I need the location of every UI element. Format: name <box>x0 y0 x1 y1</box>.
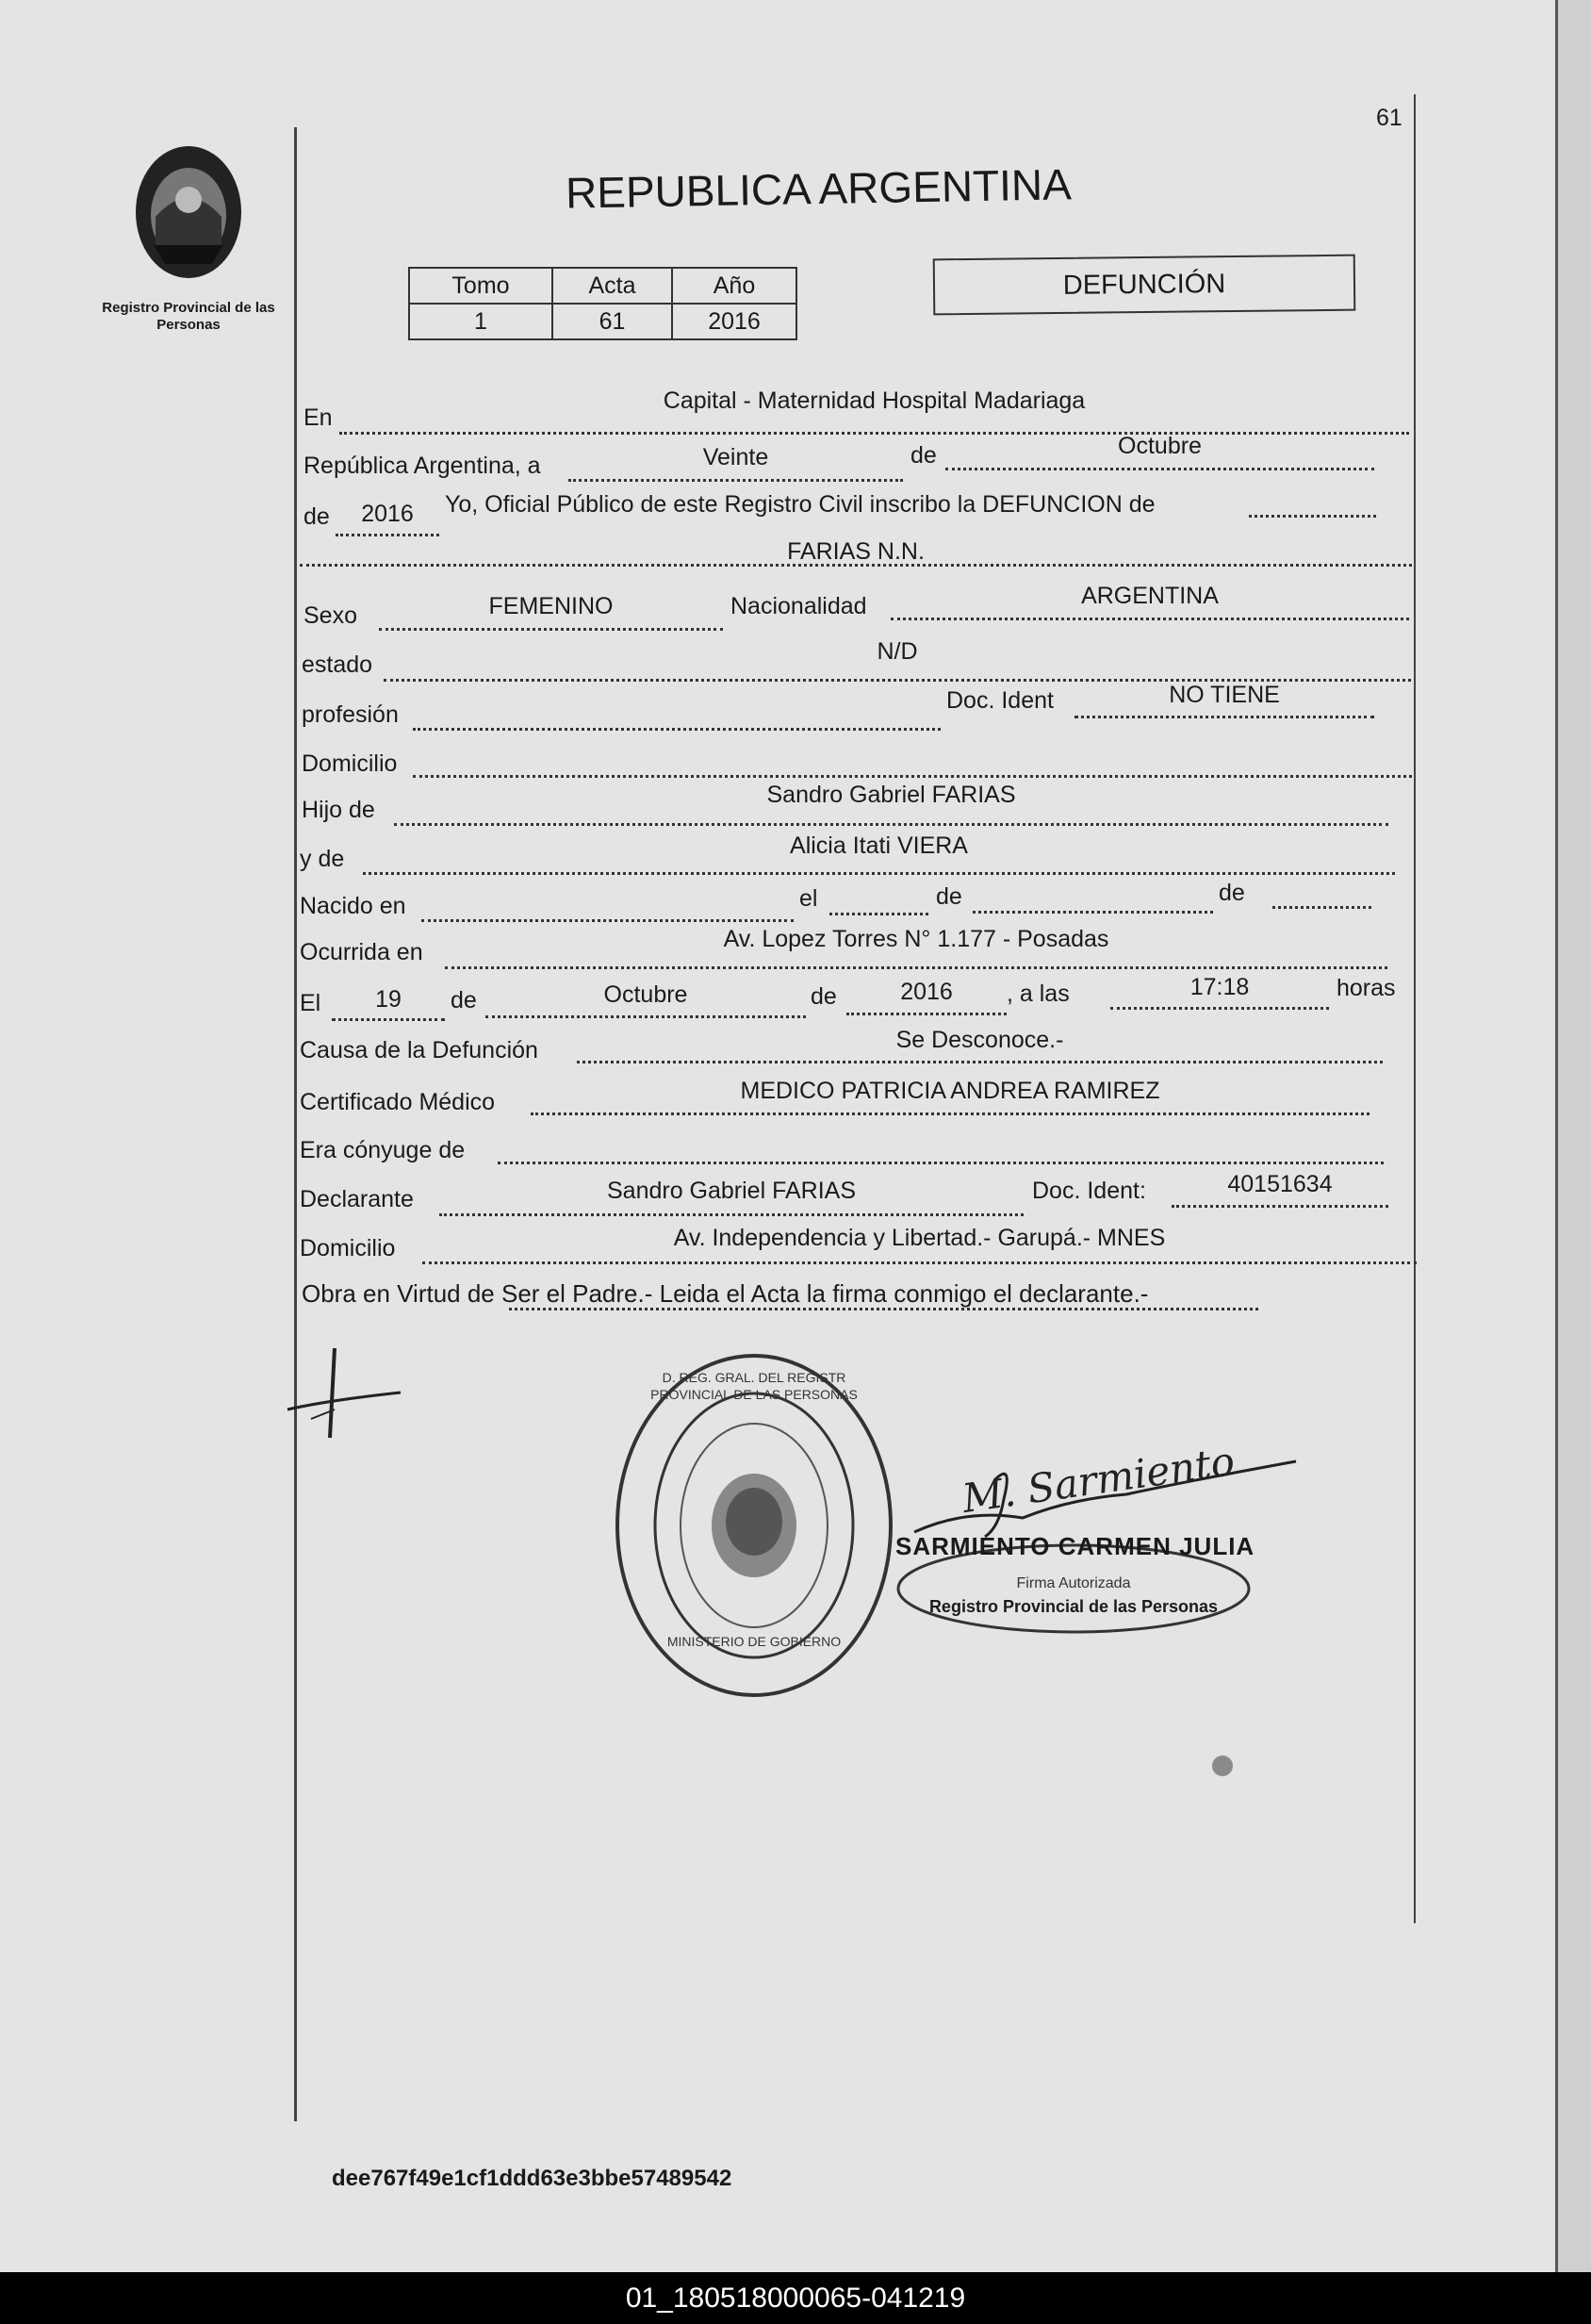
line-closing <box>509 1308 1258 1310</box>
seal-ring-text: D. REG. GRAL. DEL REGISTR PROVINCIAL DE LAS PERSONAS <box>650 1370 858 1402</box>
line-domicilio <box>413 775 1412 778</box>
line-nacido-mes <box>973 911 1213 914</box>
value-causa: Se Desconoce.- <box>895 1027 1064 1053</box>
line-doc-ident <box>1074 716 1374 718</box>
province-coat-of-arms-icon <box>127 141 250 283</box>
label-doc-ident: Doc. Ident <box>946 687 1054 714</box>
line-madre <box>363 872 1395 875</box>
value-dia: Veinte <box>702 444 769 470</box>
record-table-values <box>409 304 796 339</box>
label-de-5: de <box>451 987 477 1014</box>
line-nacido-dia <box>829 913 928 915</box>
label-causa: Causa de la Defunción <box>300 1037 538 1063</box>
value-anio: 2016 <box>361 501 414 527</box>
right-margin-rule <box>1414 94 1416 1923</box>
label-de-2: de <box>303 503 330 530</box>
line-causa <box>577 1061 1383 1063</box>
value-mes-def: Octubre <box>603 981 688 1008</box>
doc-type: DEFUNCIÓN <box>1062 269 1226 301</box>
value-lugar: Capital - Maternidad Hospital Madariaga <box>663 387 1086 414</box>
logo-caption: Registro Provincial de las Personas <box>102 300 275 333</box>
label-domicilio-2: Domicilio <box>300 1235 396 1261</box>
line-anio-def <box>846 1013 1007 1015</box>
official-name: SARMIENTO CARMEN JULIA <box>895 1532 1255 1560</box>
doc-type-box <box>933 255 1356 316</box>
label-profesion: profesión <box>302 701 399 728</box>
value-domicilio-declarante: Av. Independencia y Libertad.- Garupá.- MNES <box>673 1225 1166 1251</box>
line-sexo <box>379 628 723 631</box>
official-office: Registro Provincial de las Personas <box>928 1597 1219 1616</box>
left-margin-rule <box>294 127 297 2121</box>
header-tomo: Tomo <box>409 268 552 304</box>
line-dia-def <box>332 1018 445 1021</box>
value-hora: 17:18 <box>1189 974 1250 1000</box>
label-estado: estado <box>302 651 373 678</box>
label-de-3: de <box>936 883 962 910</box>
header-acta: Acta <box>552 268 672 304</box>
page-number: 61 <box>1376 105 1402 131</box>
line-mes-def <box>485 1015 806 1018</box>
value-anio: 2016 <box>672 304 796 339</box>
value-nacionalidad: ARGENTINA <box>1081 583 1219 609</box>
label-hijo-de: Hijo de <box>302 797 375 823</box>
line-nacido-lugar <box>421 919 794 922</box>
official-seal <box>613 1350 895 1701</box>
value-declarante: Sandro Gabriel FARIAS <box>606 1178 856 1204</box>
value-mes: Octubre <box>1118 433 1202 459</box>
line-nacionalidad <box>891 618 1409 620</box>
label-nacido-en: Nacido en <box>300 893 406 919</box>
line-yo-oficial <box>1249 515 1376 518</box>
label-horas: horas <box>1337 975 1396 1001</box>
official-stamp <box>895 1532 1255 1636</box>
value-ocurrida: Av. Lopez Torres N° 1.177 - Posadas <box>723 926 1109 952</box>
footer-id: 01_180518000065-041219 <box>625 2283 966 2314</box>
seal-inner-text: MINISTERIO DE GOBIERNO <box>666 1634 842 1649</box>
value-certificado: MEDICO PATRICIA ANDREA RAMIREZ <box>740 1078 1160 1104</box>
label-certificado: Certificado Médico <box>300 1089 496 1115</box>
label-de-4: de <box>1219 880 1245 906</box>
label-de-1: de <box>910 442 937 469</box>
label-el: el <box>799 885 818 912</box>
footer-id-bar <box>0 2272 1591 2324</box>
value-doc-declarante: 40151634 <box>1227 1171 1333 1197</box>
line-ocurrida <box>445 966 1387 969</box>
record-table-header <box>409 268 796 304</box>
value-dia-def: 19 <box>375 986 402 1013</box>
line-padre <box>394 823 1388 826</box>
label-domicilio: Domicilio <box>302 750 398 777</box>
line-profesion <box>413 728 941 731</box>
page-edge <box>1555 0 1591 2272</box>
value-nombre: FARIAS N.N. <box>787 538 925 565</box>
page-title: REPUBLICA ARGENTINA <box>565 159 1073 218</box>
document-hash: dee767f49e1cf1ddd63e3bbe57489542 <box>332 2166 732 2191</box>
line-domicilio-declarante <box>422 1261 1417 1264</box>
record-table <box>408 267 797 340</box>
value-anio-def: 2016 <box>900 979 953 1005</box>
header-anio: Año <box>672 268 796 304</box>
line-mes <box>945 468 1374 470</box>
label-nacionalidad: Nacionalidad <box>730 593 867 619</box>
label-sexo: Sexo <box>303 602 357 629</box>
label-declarante: Declarante <box>300 1186 414 1212</box>
label-republica: República Argentina, a <box>303 453 541 479</box>
label-conyuge: Era cónyuge de <box>300 1137 466 1163</box>
value-doc-ident: NO TIENE <box>1169 682 1280 708</box>
label-de-6: de <box>811 983 837 1010</box>
line-nacido-anio <box>1272 906 1371 909</box>
label-en: En <box>303 404 333 431</box>
value-padre: Sandro Gabriel FARIAS <box>766 782 1016 808</box>
value-estado: N/D <box>877 638 918 665</box>
official-role: Firma Autorizada <box>1016 1575 1131 1591</box>
line-anio <box>336 534 439 536</box>
label-a-las: , a las <box>1007 981 1070 1007</box>
label-y-de: y de <box>300 846 345 872</box>
line-doc-declarante <box>1172 1205 1388 1208</box>
ink-dot <box>1212 1755 1233 1776</box>
label-el-fecha: El <box>300 990 321 1016</box>
line-conyuge <box>498 1162 1384 1164</box>
line-hora <box>1110 1007 1329 1010</box>
value-tomo: 1 <box>409 304 552 339</box>
closing-text: Obra en Virtud de Ser el Padre.- Leida el Acta la firma conmigo el declarante.- <box>302 1279 1149 1308</box>
value-acta: 61 <box>552 304 672 339</box>
declarant-mark-icon <box>283 1343 405 1447</box>
value-sexo: FEMENINO <box>488 593 614 619</box>
label-ocurrida-en: Ocurrida en <box>300 939 423 965</box>
line-certificado <box>531 1113 1370 1115</box>
official-signature: M. Sarmiento <box>959 1437 1238 1523</box>
label-yo-oficial: Yo, Oficial Público de este Registro Civil inscribo la DEFUNCION de <box>445 491 1156 518</box>
line-dia <box>568 479 903 482</box>
province-logo <box>127 141 250 283</box>
label-doc-ident-2: Doc. Ident: <box>1032 1178 1146 1204</box>
value-madre: Alicia Itati VIERA <box>790 832 968 859</box>
line-declarante <box>439 1213 1024 1216</box>
